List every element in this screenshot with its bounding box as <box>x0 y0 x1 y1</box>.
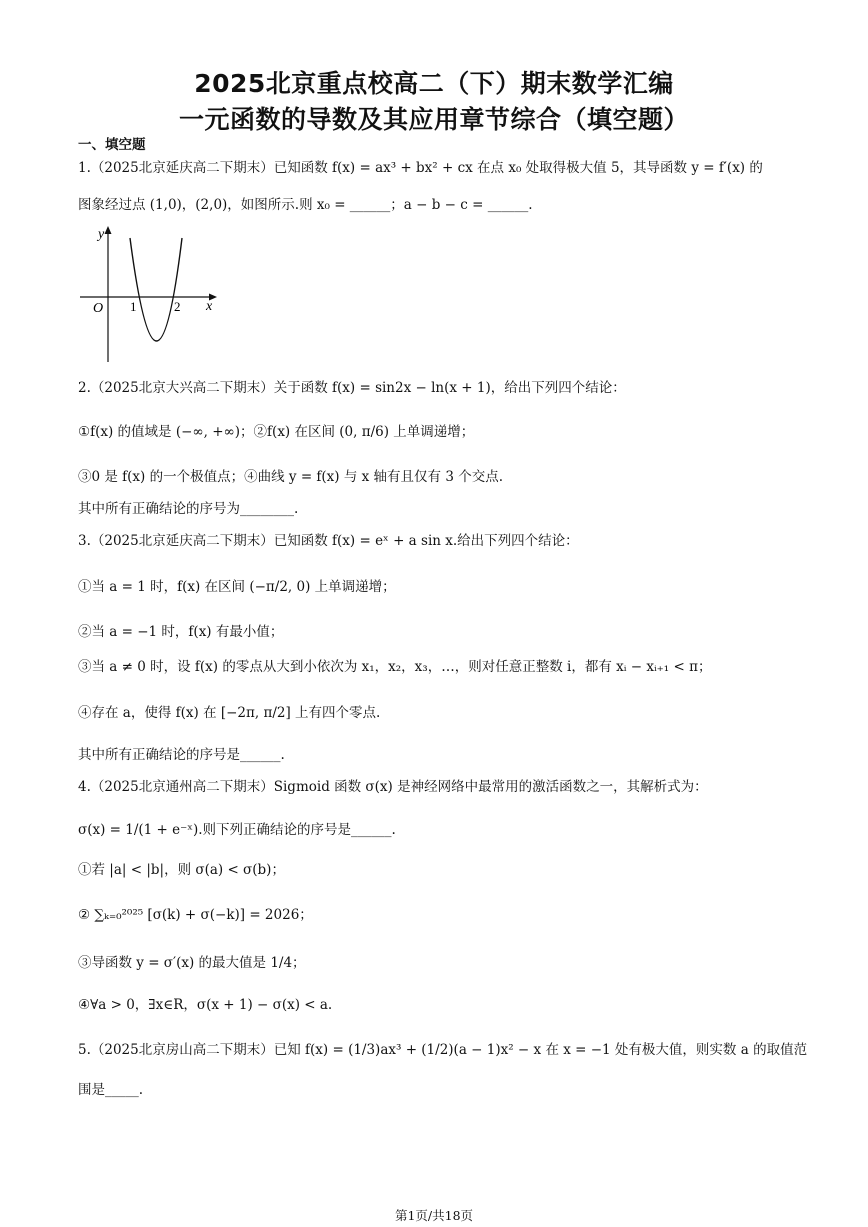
parabola-curve <box>130 238 182 341</box>
section-heading: 一、填空题 <box>78 137 146 153</box>
page-number: 第1页/共18页 <box>394 1208 474 1223</box>
q2-line4: 其中所有正确结论的序号为________. <box>78 501 299 517</box>
q2-line1: 2.（2025北京大兴高二下期末）关于函数 f(x) = sin2x − ln(x + 1)，给出下列四个结论： <box>78 380 626 396</box>
x-axis-label: x <box>206 299 213 314</box>
page-title-line1: 2025北京重点校高二（下）期末数学汇编 <box>194 69 674 98</box>
q3-line5: ④存在 a，使得 f(x) 在 [−2π, π/2] 上有四个零点. <box>78 705 381 721</box>
q4-line3: ①若 |a| < |b|，则 σ(a) < σ(b)； <box>78 862 285 878</box>
q4-line4: ② ∑ₖ₌₀²⁰²⁵ [σ(k) + σ(−k)] = 2026； <box>78 907 313 923</box>
tick-label-1: 1 <box>130 299 137 314</box>
q5-line2: 围是_____. <box>78 1082 144 1098</box>
q4-line1: 4.（2025北京通州高二下期末）Sigmoid 函数 σ(x) 是神经网络中最常用的激活函数之一，其解析式为： <box>78 779 708 795</box>
q4-line5: ③导函数 y = σ′(x) 的最大值是 1/4； <box>78 955 306 971</box>
q1-derivative-graph <box>78 224 223 366</box>
page-title-line2: 一元函数的导数及其应用章节综合（填空题） <box>178 105 689 134</box>
q1-line1: 1.（2025北京延庆高二下期末）已知函数 f(x) = ax³ + bx² + cx 在点 x₀ 处取得极大值 5，其导函数 y = f′(x) 的 <box>78 160 763 176</box>
q2-line3: ③0 是 f(x) 的一个极值点；④曲线 y = f(x) 与 x 轴有且仅有 3 个交点. <box>78 469 504 485</box>
y-axis-arrow-icon <box>105 226 112 234</box>
q3-line3: ②当 a = −1 时，f(x) 有最小值； <box>78 624 284 640</box>
y-axis-label: y <box>98 227 105 242</box>
q3-line6: 其中所有正确结论的序号是______. <box>78 747 285 763</box>
q1-line2: 图象经过点 (1,0)，(2,0)，如图所示.则 x₀ = ______；a − b − c = ______. <box>78 197 533 213</box>
q2-line2: ①f(x) 的值域是 (−∞, +∞)；②f(x) 在区间 (0, π/6) 上单调递增； <box>78 424 475 440</box>
q5-line1: 5.（2025北京房山高二下期末）已知 f(x) = (1/3)ax³ + (1/2)(a − 1)x² − x 在 x = −1 处有极大值，则实数 a 的取值范 <box>78 1042 808 1058</box>
q4-line2: σ(x) = 1/(1 + e⁻ˣ).则下列正确结论的序号是______. <box>78 822 396 838</box>
q3-line4: ③当 a ≠ 0 时，设 f(x) 的零点从大到小依次为 x₁，x₂，x₃，…，则对任意正整数 i，都有 xᵢ − xᵢ₊₁ < π； <box>78 659 712 675</box>
tick-label-2: 2 <box>174 299 181 314</box>
q3-line2: ①当 a = 1 时，f(x) 在区间 (−π/2, 0) 上单调递增； <box>78 579 396 595</box>
origin-label: O <box>93 301 104 316</box>
q4-line6: ④∀a > 0，∃x∈R，σ(x + 1) − σ(x) < a. <box>78 997 333 1013</box>
q3-line1: 3.（2025北京延庆高二下期末）已知函数 f(x) = eˣ + a sin x.给出下列四个结论： <box>78 533 579 549</box>
